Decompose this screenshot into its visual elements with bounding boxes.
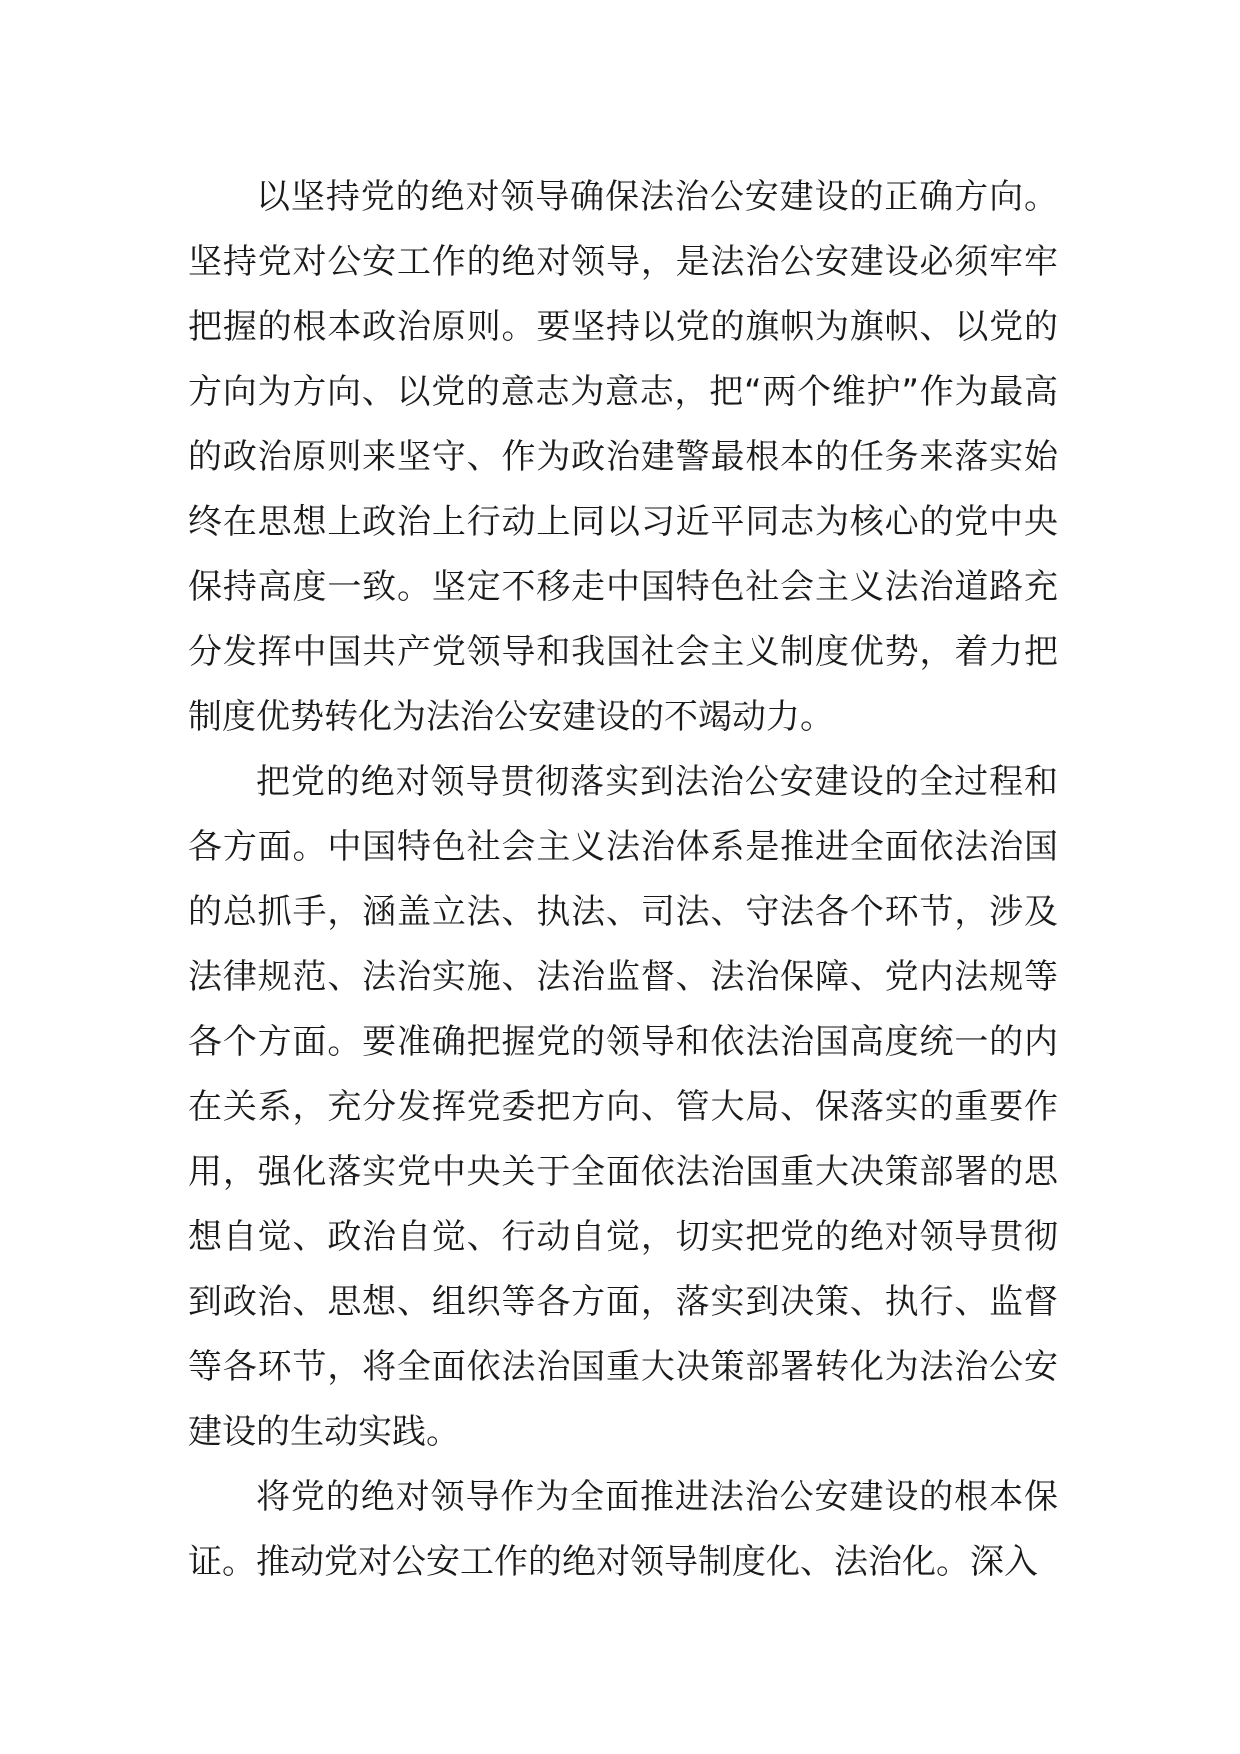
paragraph-1: 以坚持党的绝对领导确保法治公安建设的正确方向。坚持党对公安工作的绝对领导，是法治公安建设必须牢牢把握的根本政治原则。要坚持以党的旗帜为旗帜、以党的方向为方向、以党的意志为意志，把“两个维护”作为最高的政治原则来坚守、作为政治建警最根本的任务来落实始终在思想上政治上行动上同以习近平同志为核心的党中央保持高度一致。坚定不移走中国特色社会主义法治道路充分发挥中国共产党领导和我国社会主义制度优势，着力把制度优势转化为法治公安建设的不竭动力。 (188, 177, 1058, 737)
document-body (188, 165, 1058, 1595)
paragraph-3: 将党的绝对领导作为全面推进法治公安建设的根本保证。推动党对公安工作的绝对领导制度化、法治化。深入 (188, 1477, 1058, 1582)
paragraph-2: 把党的绝对领导贯彻落实到法治公安建设的全过程和各方面。中国特色社会主义法治体系是推进全面依法治国的总抓手，涵盖立法、执法、司法、守法各个环节，涉及法律规范、法治实施、法治监督、法治保障、党内法规等各个方面。要准确把握党的领导和依法治国高度统一的内在关系，充分发挥党委把方向、管大局、保落实的重要作用，强化落实党中央关于全面依法治国重大决策部署的思想自觉、政治自觉、行动自觉，切实把党的绝对领导贯彻到政治、思想、组织等各方面，落实到决策、执行、监督等各环节，将全面依法治国重大决策部署转化为法治公安建设的生动实践。 (188, 762, 1058, 1452)
